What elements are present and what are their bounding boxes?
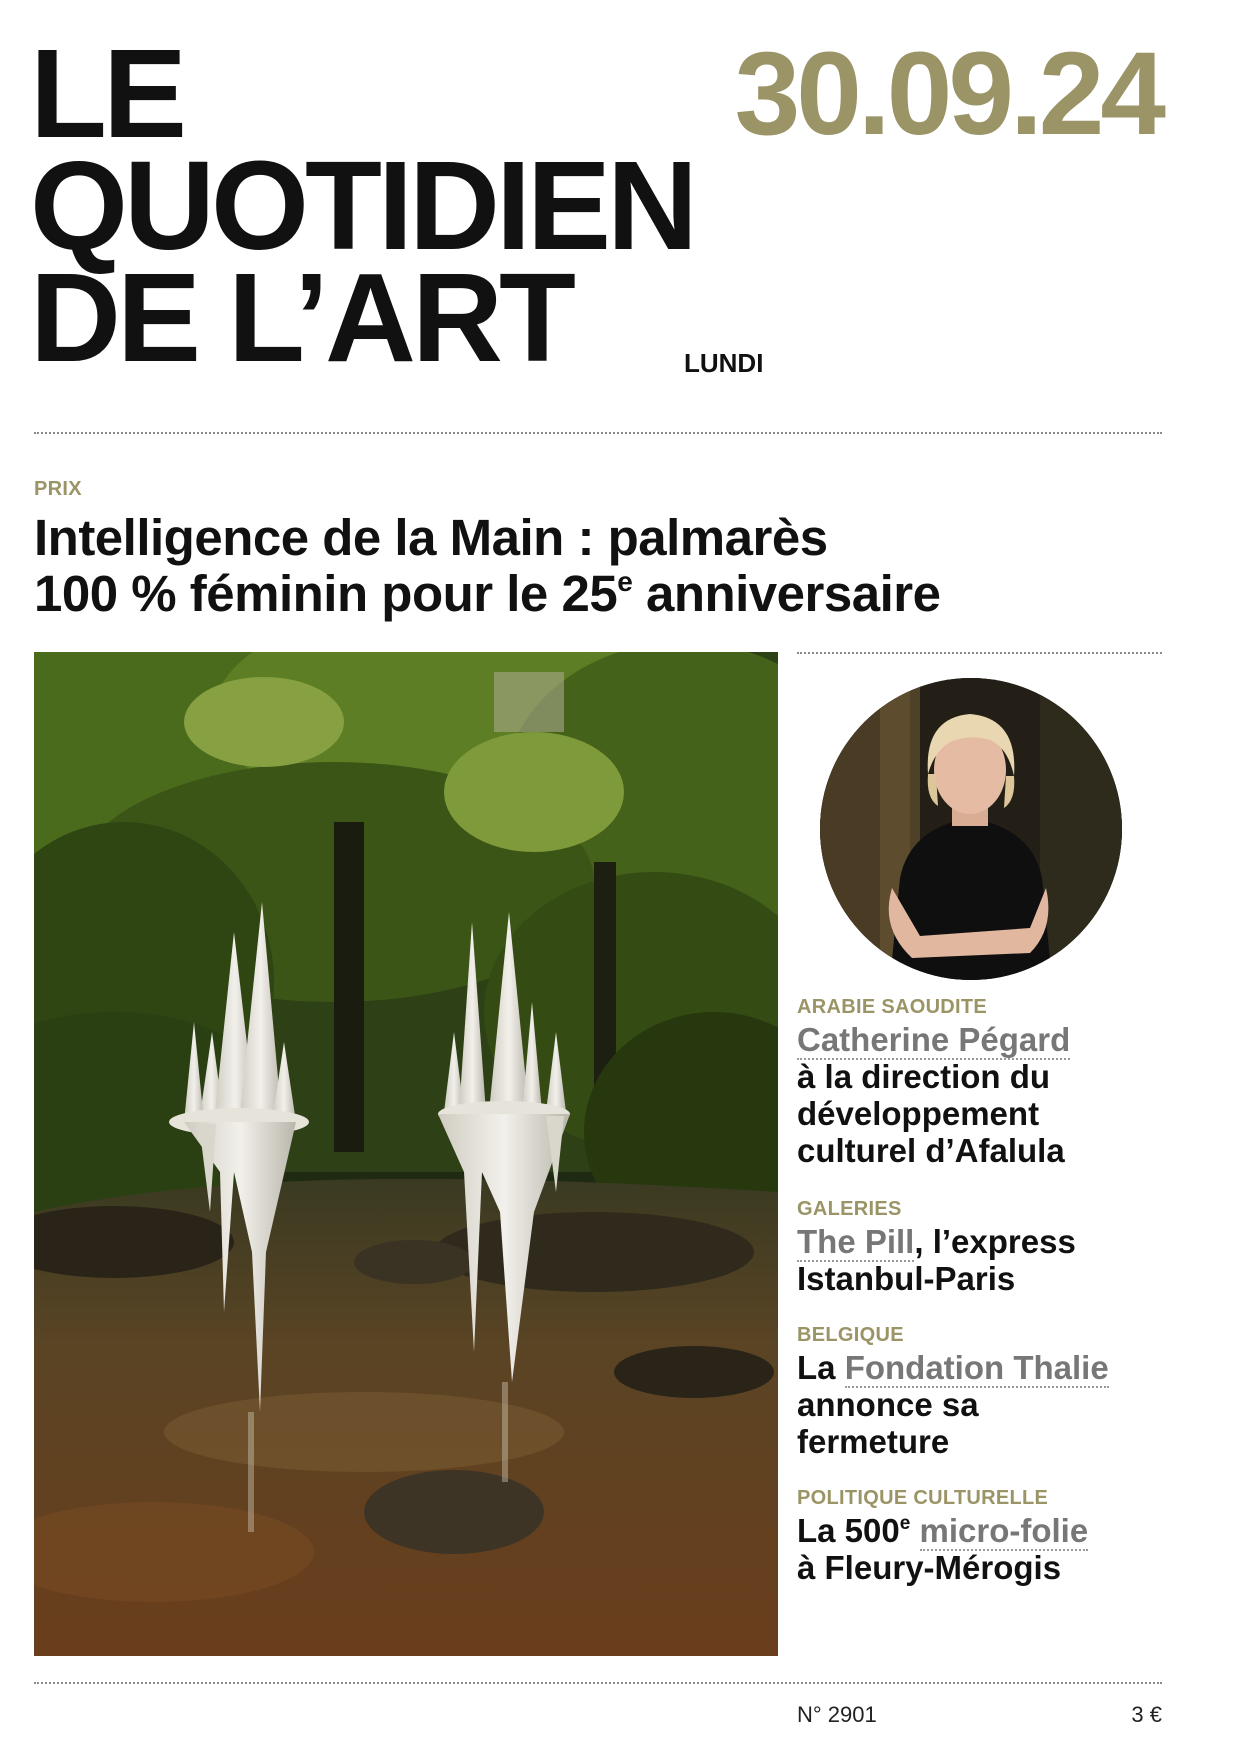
- side-story-2-kicker: GALERIES: [797, 1198, 902, 1220]
- issue-price: 3 €: [1131, 1702, 1162, 1727]
- side-story-1[interactable]: [797, 996, 1197, 1169]
- headline-line-2b: anniversaire: [632, 565, 941, 622]
- side-story-1-kicker: ARABIE SAOUDITE: [797, 996, 988, 1018]
- divider-bottom: [34, 1682, 1162, 1684]
- main-story-headline[interactable]: [34, 510, 1184, 622]
- issue-weekday: LUNDI: [684, 348, 764, 378]
- headline-line-1: Intelligence de la Main : palmarès: [34, 509, 828, 566]
- main-story-kicker: PRIX: [34, 478, 82, 500]
- headline-superscript: e: [617, 566, 633, 597]
- side-story-4-text: à Fleury-Mérogis: [797, 1549, 1062, 1586]
- side-story-1-link[interactable]: Catherine Pégard: [797, 1021, 1071, 1058]
- masthead-title: [30, 23, 695, 388]
- side-story-4-kicker: POLITIQUE CULTURELLE: [797, 1487, 1049, 1509]
- divider-top: [34, 432, 1162, 434]
- side-story-3-text: annonce sa fermeture: [797, 1386, 979, 1460]
- side-story-1-text: à la direction du développement culturel d’Afalula: [797, 1058, 1065, 1169]
- issue-number: N° 2901: [797, 1702, 877, 1727]
- side-story-4-link[interactable]: micro-folie: [919, 1512, 1089, 1549]
- side-story-3-link[interactable]: Fondation Thalie: [844, 1349, 1109, 1386]
- issue-date: 30.09.24: [734, 28, 1162, 160]
- side-story-2-title: [797, 1223, 1137, 1297]
- side-story-4-pre: La 500: [797, 1512, 900, 1549]
- side-story-2[interactable]: [797, 1198, 1197, 1297]
- side-story-3[interactable]: [797, 1324, 1197, 1460]
- masthead-line-2: QUOTIDIEN: [30, 135, 695, 276]
- side-story-2-link[interactable]: The Pill: [797, 1223, 915, 1260]
- portrait-woman-image: [820, 678, 1122, 980]
- headline-line-2a: 100 % féminin pour le 25: [34, 565, 618, 622]
- forest-stream-sculpture-image: [34, 652, 778, 1656]
- divider-side: [797, 652, 1162, 654]
- side-story-3-kicker: BELGIQUE: [797, 1324, 904, 1346]
- masthead-line-3: DE L’ART: [30, 247, 573, 388]
- side-story-2-text: , l’express Istanbul-Paris: [797, 1223, 1076, 1297]
- side-story-4[interactable]: [797, 1487, 1197, 1586]
- main-story-photo[interactable]: [34, 652, 778, 1656]
- side-story-4-sup: e: [899, 1513, 911, 1534]
- portrait-photo[interactable]: [820, 678, 1122, 980]
- side-story-4-title: [797, 1512, 1197, 1586]
- side-story-3-pre: La: [797, 1349, 845, 1386]
- masthead-line-1: LE: [30, 23, 184, 164]
- side-story-1-title: [797, 1021, 1197, 1169]
- side-story-3-title: [797, 1349, 1197, 1460]
